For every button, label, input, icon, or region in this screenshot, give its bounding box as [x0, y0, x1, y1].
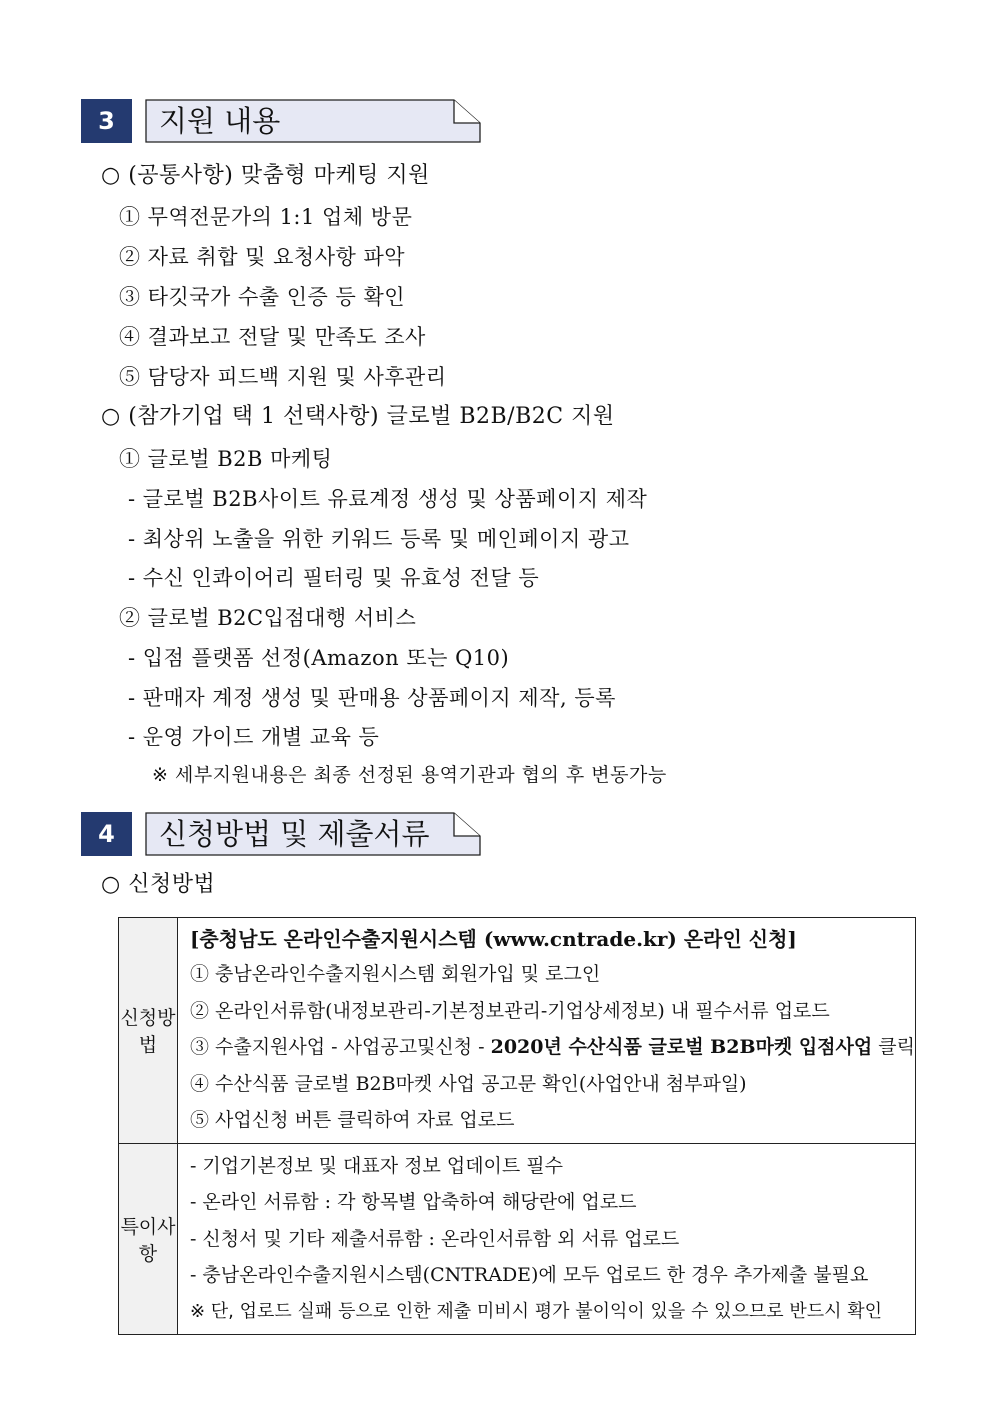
list-subitem: - 수신 인콰이어리 필터링 및 유효성 전달 등 — [128, 566, 540, 590]
list-item: ② 자료 취합 및 요청사항 파악 — [119, 245, 406, 269]
list-subitem: - 판매자 계정 생성 및 판매용 상품페이지 제작, 등록 — [128, 686, 616, 710]
notice-item: - 신청서 및 기타 제출서류함 : 온라인서류함 외 서류 업로드 — [189, 1227, 680, 1250]
table-row — [119, 1143, 916, 1335]
section-number: 4 — [81, 812, 132, 856]
row-content — [177, 918, 915, 1144]
list-item: ③ 타깃국가 수출 인증 등 확인 — [119, 285, 406, 309]
list-subitem: - 운영 가이드 개별 교육 등 — [128, 725, 380, 749]
notice-item: - 충남온라인수출지원시스템(CNTRADE)에 모두 업로드 한 경우 추가제출 불필요 — [189, 1264, 869, 1286]
step-item: ⑤ 사업신청 버튼 클릭하여 자료 업로드 — [189, 1109, 515, 1131]
row-label: 특이사항 — [119, 1143, 178, 1335]
list-item: ⑤ 담당자 피드백 지원 및 사후관리 — [119, 365, 447, 389]
section-title-tab — [145, 812, 481, 856]
step-text: 클릭 — [872, 1036, 915, 1058]
notice-item: - 온라인 서류함 : 각 항목별 압축하여 해당란에 업로드 — [189, 1191, 637, 1213]
notice-item: - 기업기본정보 및 대표자 정보 업데이트 필수 — [189, 1154, 563, 1177]
program-name: 2020년 수산식품 글로벌 B2B마켓 입점사업 — [490, 1036, 873, 1058]
list-subitem: - 글로벌 B2B사이트 유료계정 생성 및 상품페이지 제작 — [128, 487, 648, 511]
row-label: 신청방법 — [119, 918, 178, 1144]
step-item: ① 충남온라인수출지원시스템 회원가입 및 로그인 — [189, 963, 601, 985]
list-subitem: - 최상위 노출을 위한 키워드 등록 및 메인페이지 광고 — [128, 527, 630, 551]
bullet-optional: ○ (참가기업 택 1 선택사항) 글로벌 B2B/B2C 지원 — [101, 404, 615, 429]
subheading-apply-method: ○ 신청방법 — [101, 872, 216, 897]
application-table — [118, 917, 916, 1335]
list-item: ④ 결과보고 전달 및 만족도 조사 — [119, 325, 426, 349]
section-title-tab — [145, 99, 481, 143]
step-text: ③ 수출지원사업 - 사업공고및신청 - — [189, 1036, 491, 1058]
footnote: ※ 세부지원내용은 최종 선정된 용역기관과 협의 후 변동가능 — [152, 764, 667, 786]
notice-footnote: ※ 단, 업로드 실패 등으로 인한 제출 미비시 평가 불이익이 있을 수 있으므로 반드시 확인 — [189, 1300, 883, 1322]
section-number: 3 — [81, 99, 132, 143]
row-content — [177, 1143, 915, 1335]
table-row — [119, 918, 916, 1144]
list-item: ① 글로벌 B2B 마케팅 — [119, 447, 333, 471]
step-item — [190, 1029, 915, 1066]
apply-heading: [충청남도 온라인수출지원시스템 (www.cntrade.kr) 온라인 신청] — [189, 927, 797, 951]
list-item: ① 무역전문가의 1:1 업체 방문 — [119, 205, 413, 229]
bullet-common: ○ (공통사항) 맞춤형 마케팅 지원 — [101, 163, 430, 188]
section-title: 지원 내용 — [159, 104, 281, 138]
step-item: ② 온라인서류함(내정보관리-기본정보관리-기업상세정보) 내 필수서류 업로드 — [189, 999, 830, 1022]
list-subitem: - 입점 플랫폼 선정(Amazon 또는 Q10) — [128, 646, 510, 670]
section-title: 신청방법 및 제출서류 — [159, 817, 430, 851]
step-item: ④ 수산식품 글로벌 B2B마켓 사업 공고문 확인(사업안내 첨부파일) — [189, 1072, 747, 1095]
list-item: ② 글로벌 B2C입점대행 서비스 — [119, 606, 417, 630]
